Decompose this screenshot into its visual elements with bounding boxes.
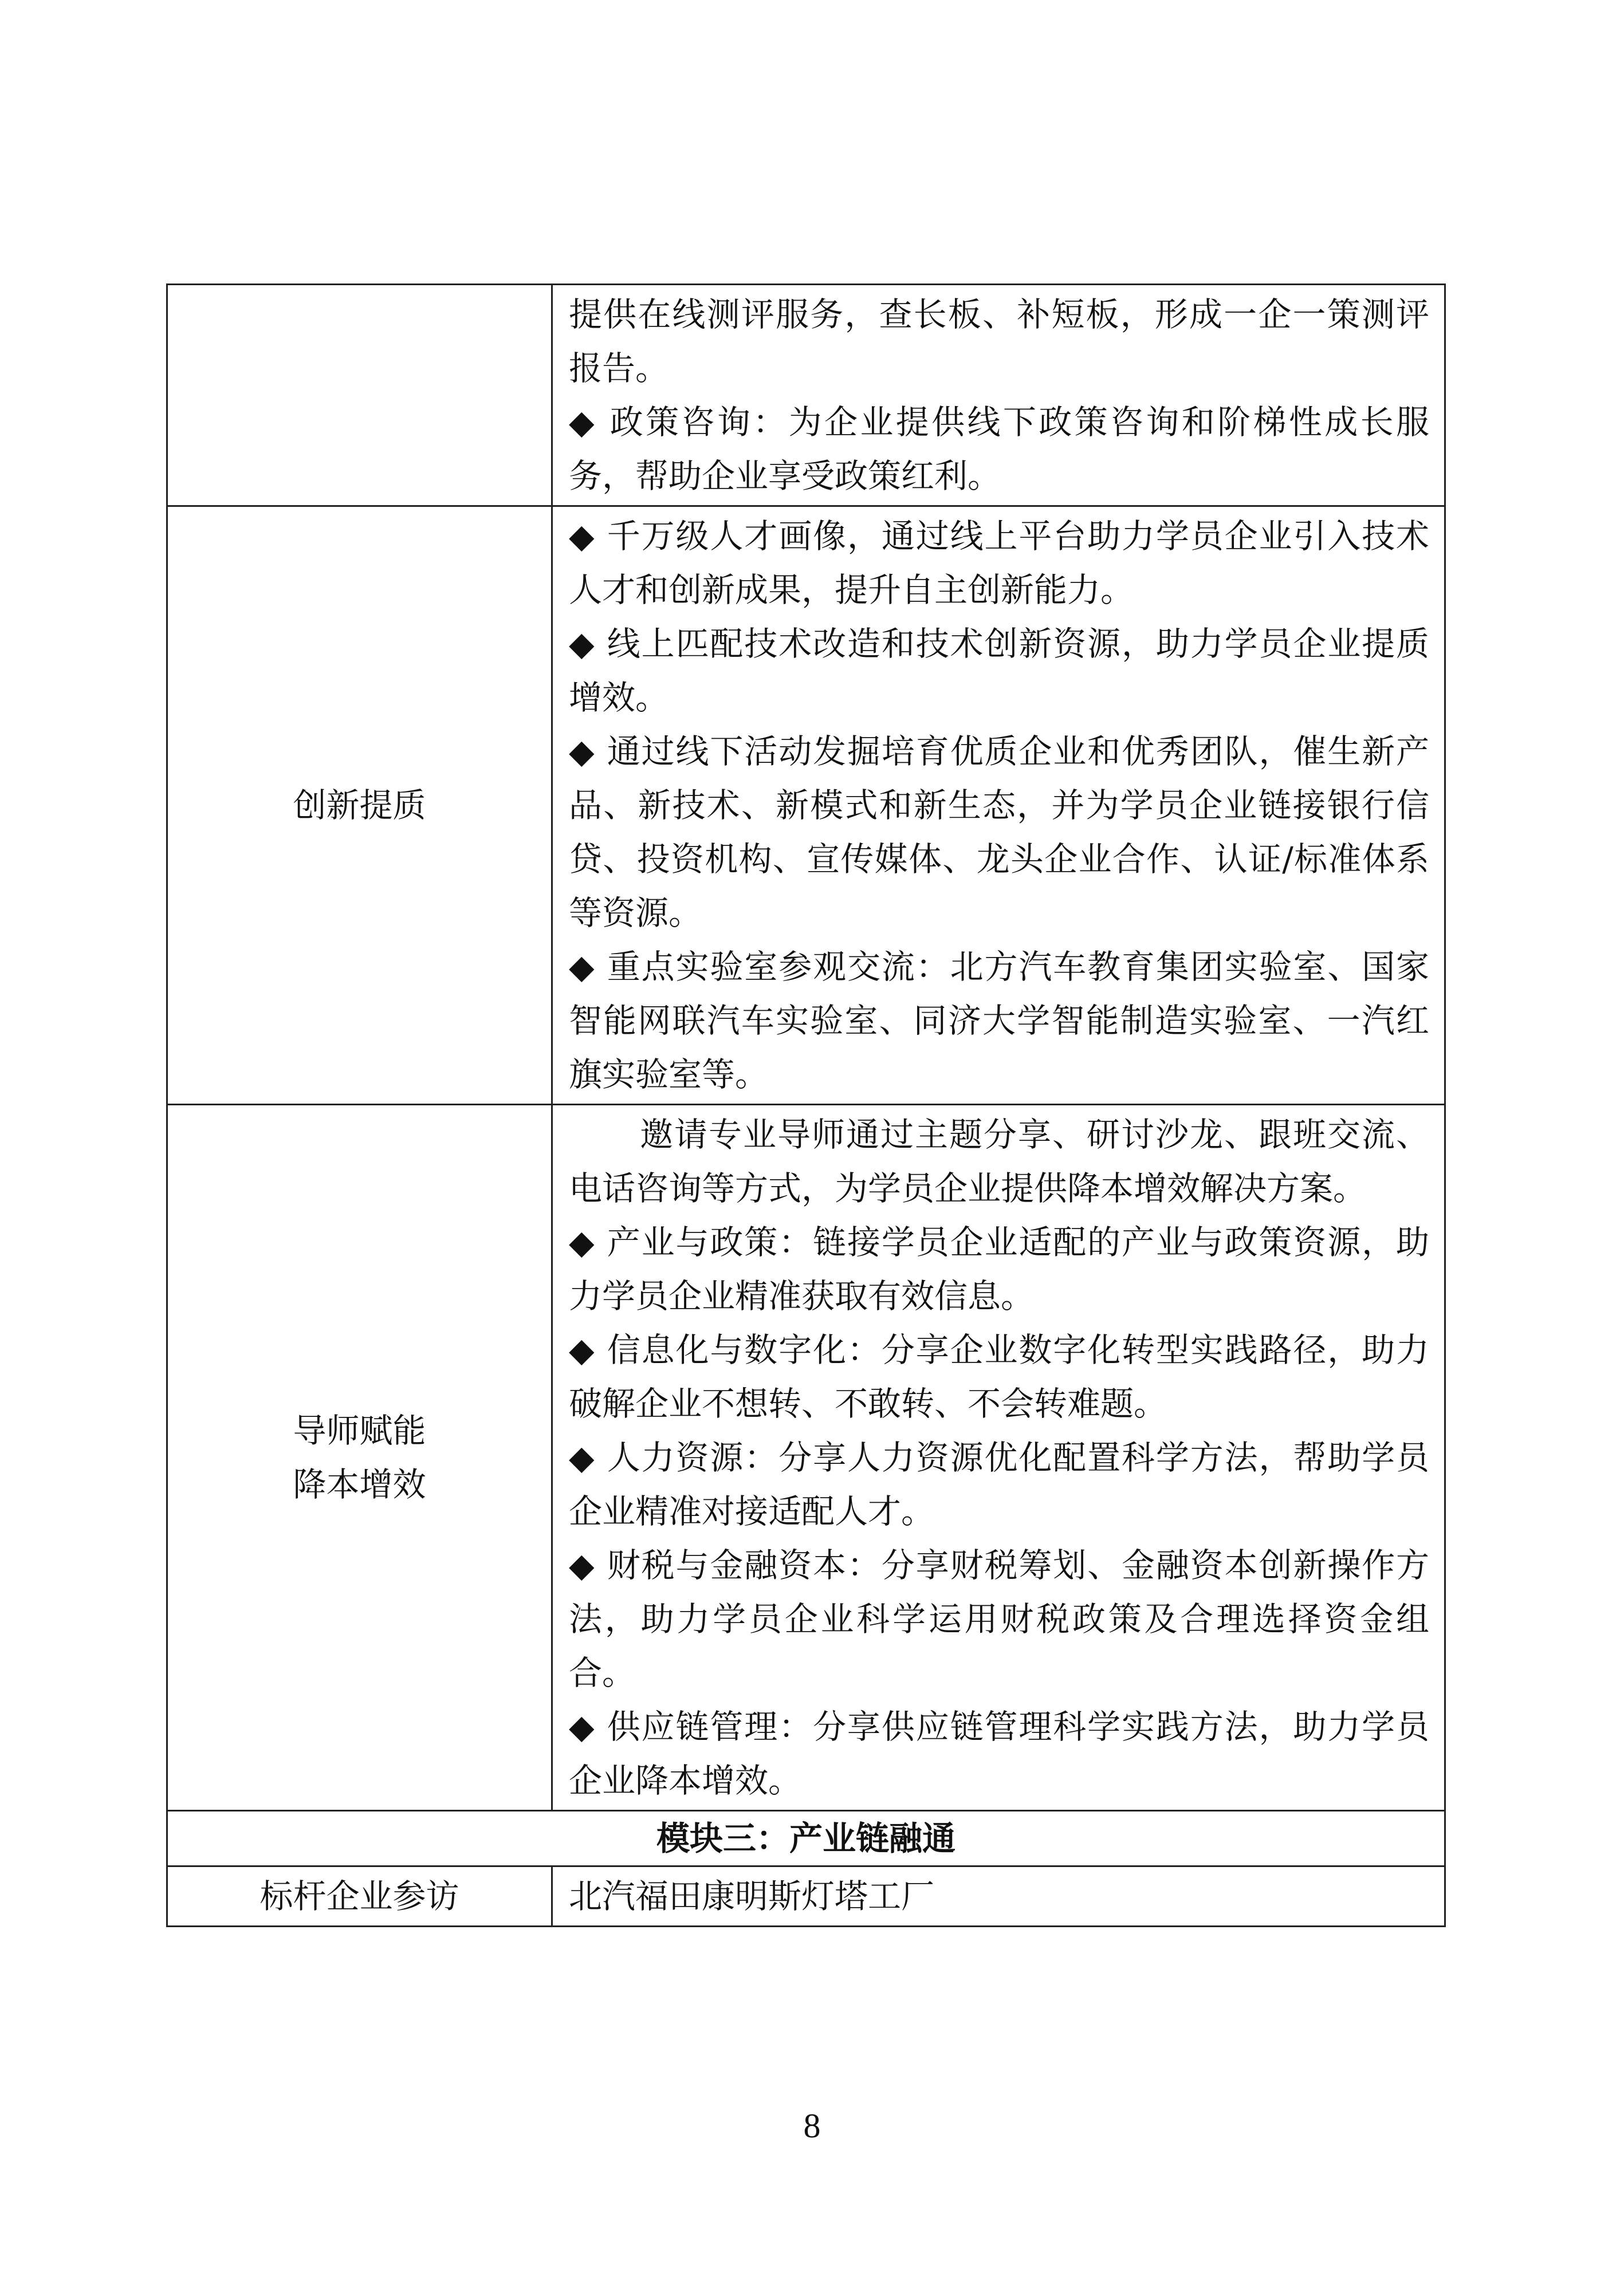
row-label-innovation: 创新提质 — [167, 506, 552, 1105]
row-label-empty — [167, 285, 552, 506]
row-label-mentor — [167, 1105, 552, 1811]
table-row — [167, 285, 1445, 506]
content-paragraph: ◆ 重点实验室参观交流：北方汽车教育集团实验室、国家智能网联汽车实验室、同济大学智能制造实验室、一汽红旗实验室等。 — [569, 947, 1429, 1094]
content-paragraph: ◆ 通过线下活动发掘培育优质企业和优秀团队，催生新产品、新技术、新模式和新生态，并为学员企业链接银行信贷、投资机构、宣传媒体、龙头企业合作、认证/标准体系等资源。 — [569, 732, 1429, 932]
table-row — [167, 506, 1445, 1105]
table-row — [167, 1105, 1445, 1811]
visit-value: 北汽福田康明斯灯塔工厂 — [552, 1866, 1445, 1927]
content-paragraph: ◆ 供应链管理：分享供应链管理科学实践方法，助力学员企业降本增效。 — [569, 1707, 1429, 1800]
row-content — [552, 1105, 1445, 1811]
program-table — [166, 283, 1446, 1927]
content-paragraph: ◆ 线上匹配技术改造和技术创新资源，助力学员企业提质增效。 — [569, 624, 1429, 717]
content-paragraph: ◆ 人力资源：分享人力资源优化配置科学方法，帮助学员企业精准对接适配人才。 — [569, 1438, 1429, 1531]
row-label-visit: 标杆企业参访 — [167, 1866, 552, 1927]
content-intro: 邀请专业导师通过主题分享、研讨沙龙、跟班交流、电话咨询等方式，为学员企业提供降本增效解决方案。 — [569, 1115, 1429, 1208]
content-paragraph: ◆ 千万级人才画像，通过线上平台助力学员企业引入技术人才和创新成果，提升自主创新能力。 — [569, 517, 1429, 609]
content-paragraph: ◆ 财税与金融资本：分享财税筹划、金融资本创新操作方法，助力学员企业科学运用财税政策及合理选择资金组合。 — [569, 1546, 1429, 1692]
module-header-row — [167, 1811, 1445, 1866]
table-row — [167, 1866, 1445, 1927]
module-title: 模块三：产业链融通 — [167, 1811, 1445, 1866]
row-label-line: 降本增效 — [293, 1465, 426, 1504]
content-paragraph: ◆ 信息化与数字化：分享企业数字化转型实践路径，助力破解企业不想转、不敢转、不会转难题。 — [569, 1330, 1429, 1423]
content-paragraph: ◆ 政策咨询：为企业提供线下政策咨询和阶梯性成长服务，帮助企业享受政策红利。 — [569, 403, 1429, 495]
row-content — [552, 285, 1445, 506]
row-content — [552, 506, 1445, 1105]
row-label-line: 导师赋能 — [293, 1411, 426, 1450]
content-paragraph: ◆ 产业与政策：链接学员企业适配的产业与政策资源，助力学员企业精准获取有效信息。 — [569, 1223, 1429, 1316]
page-number: 8 — [803, 2107, 821, 2145]
content-paragraph: 提供在线测评服务，查长板、补短板，形成一企一策测评报告。 — [569, 295, 1429, 388]
